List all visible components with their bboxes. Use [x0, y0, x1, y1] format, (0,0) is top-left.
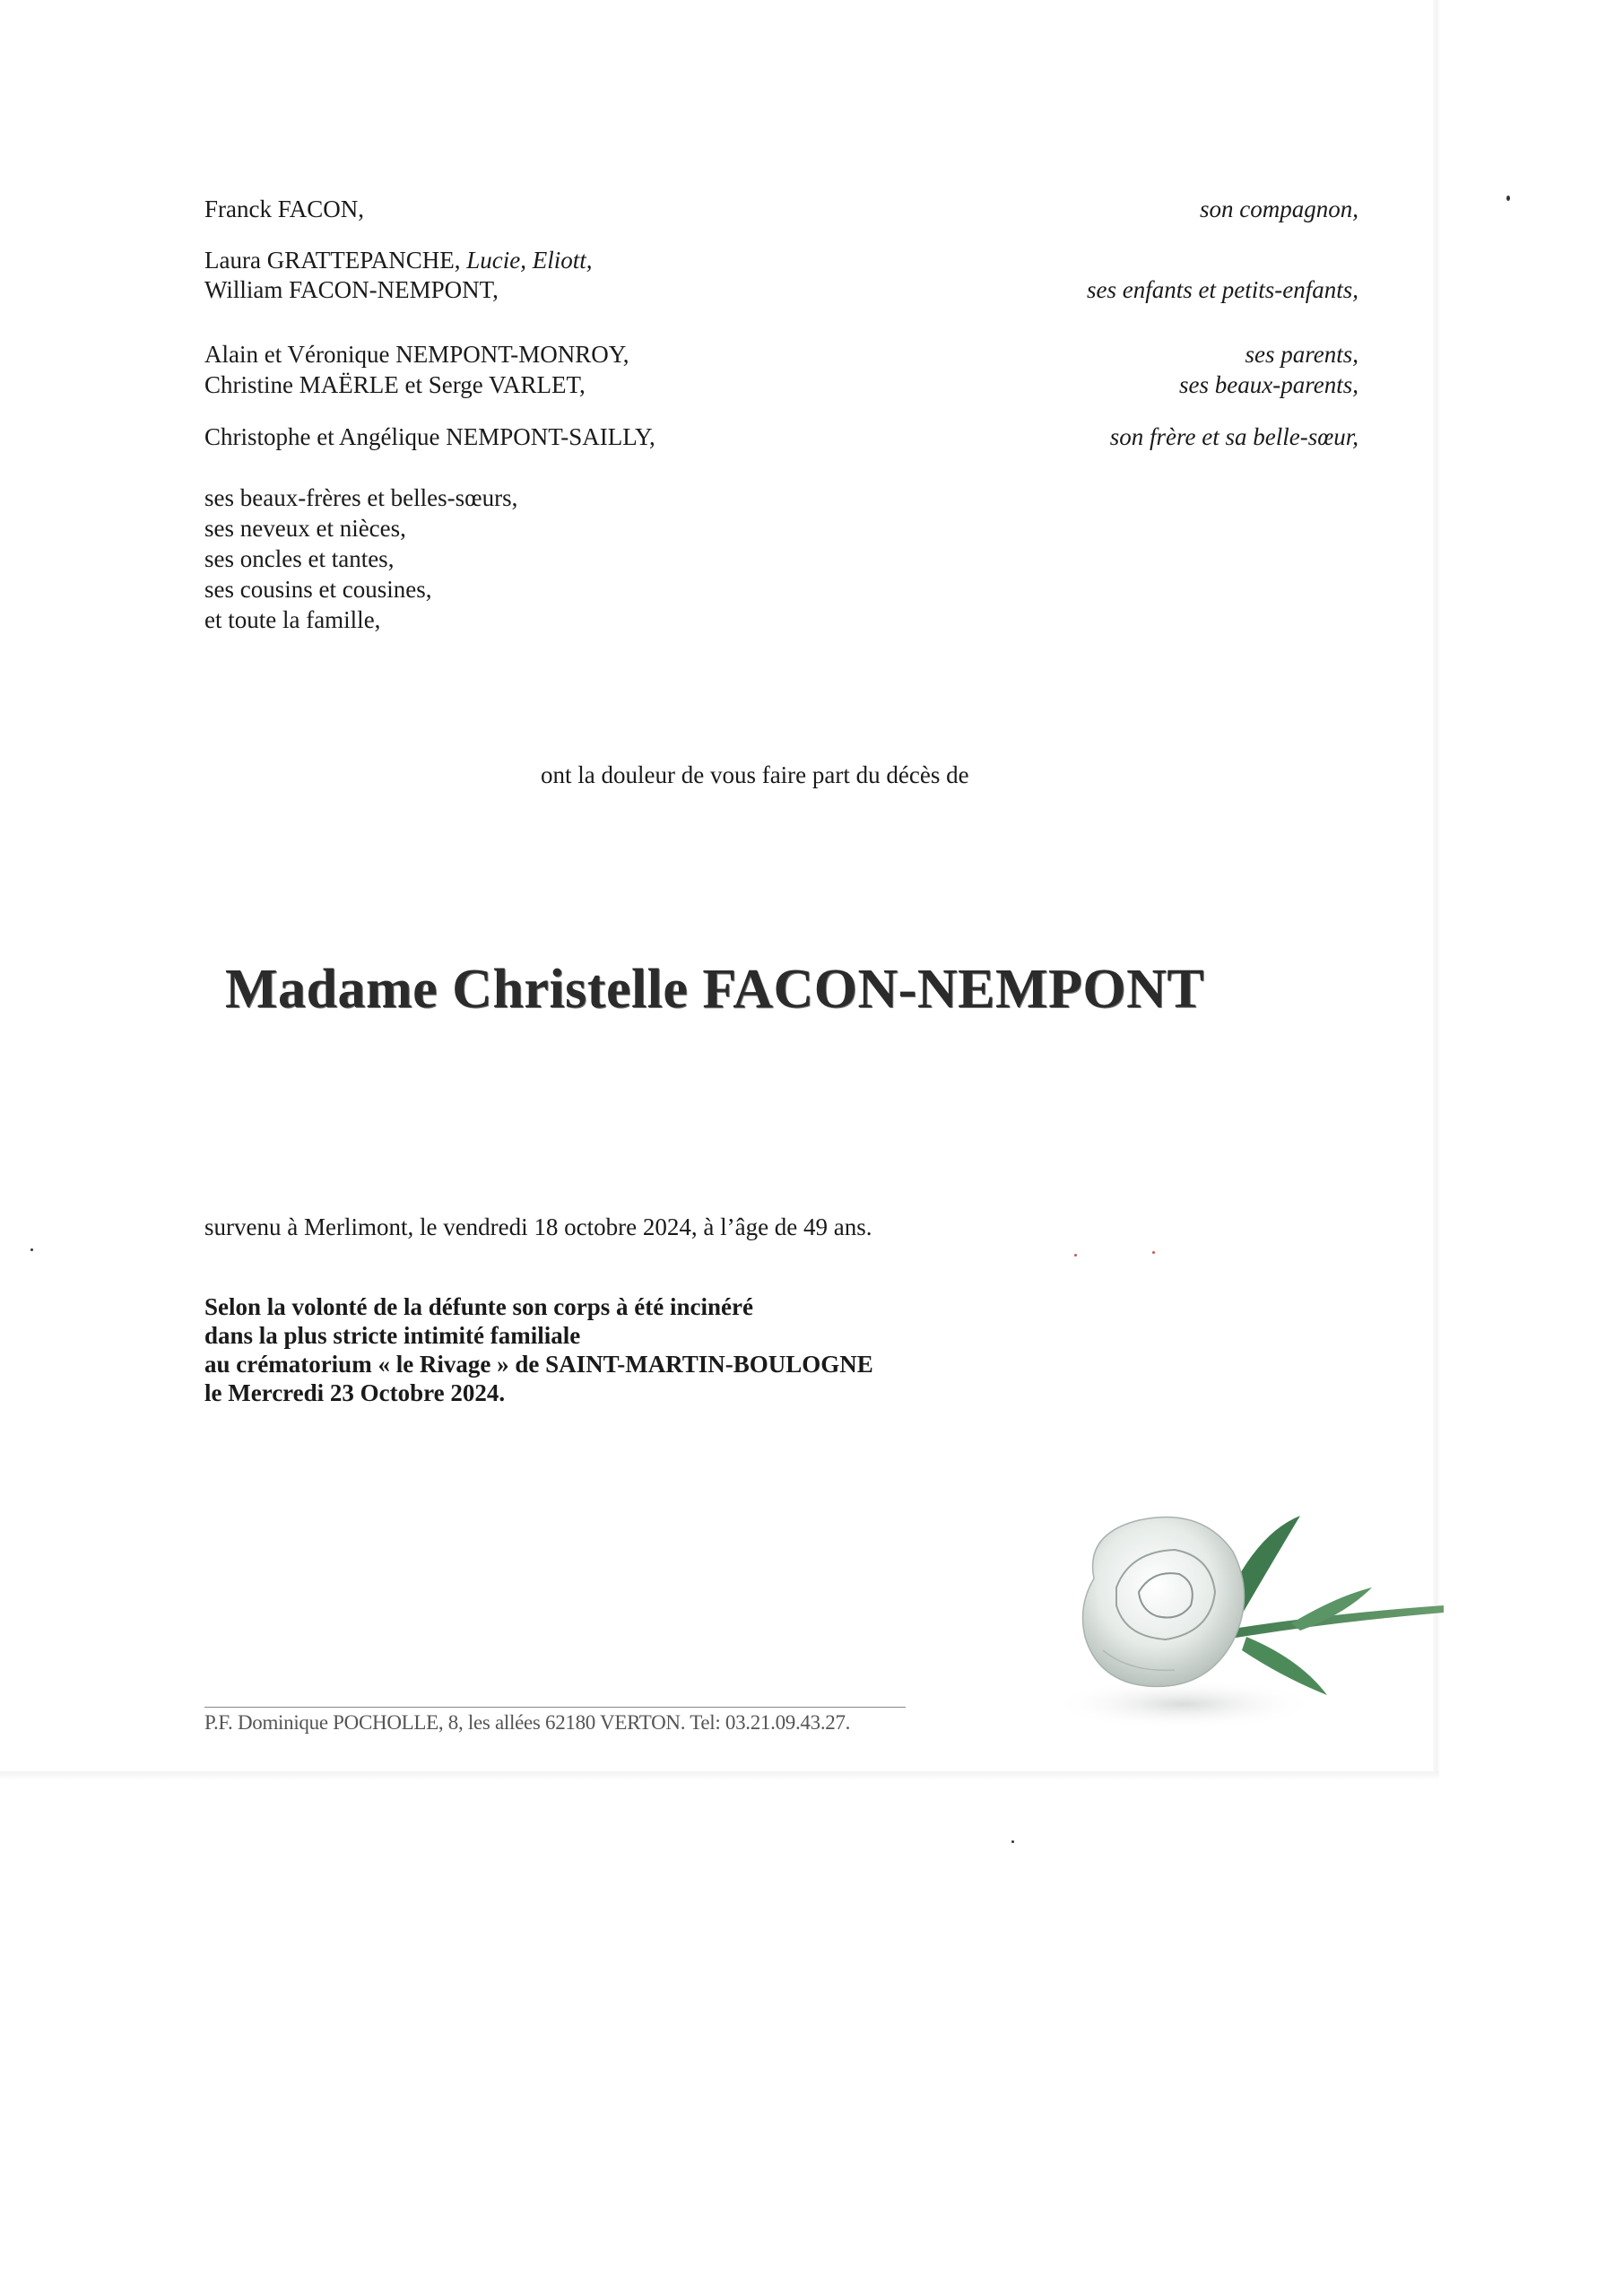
family-member-grandchildren: Lucie, Eliott,: [466, 247, 593, 274]
rose-bloom: [1083, 1518, 1245, 1687]
extended-family-line: ses oncles et tantes,: [204, 545, 395, 572]
cremation-note-line: le Mercredi 23 Octobre 2024.: [204, 1379, 506, 1406]
cremation-note-line: dans la plus stricte intimité familiale: [204, 1322, 581, 1349]
cremation-note-line: Selon la volonté de la défunte son corps à été incinéré: [204, 1293, 753, 1320]
extended-family-line: ses beaux-frères et belles-sœurs,: [204, 484, 518, 511]
scan-speck: [1152, 1251, 1155, 1254]
scan-speck: [1074, 1254, 1077, 1257]
relation-sibling: son frère et sa belle-sœur,: [1109, 423, 1358, 450]
relation-children: ses enfants et petits-enfants,: [1087, 276, 1358, 303]
family-member-sibling: Christophe et Angélique NEMPONT-SAILLY,: [204, 423, 655, 450]
relation-parents: ses parents,: [1245, 341, 1358, 368]
deceased-name: Madame Christelle FACON-NEMPONT: [225, 959, 1205, 1020]
card-bottom-edge: [0, 1771, 1439, 1780]
extended-family-line: et toute la famille,: [204, 606, 381, 633]
family-member-laura-name: Laura GRATTEPANCHE,: [204, 247, 467, 274]
relation-companion: son compagnon,: [1200, 196, 1358, 222]
family-member-franck: Franck FACON,: [204, 196, 364, 222]
relation-parents-in-law: ses beaux-parents,: [1179, 371, 1358, 398]
scan-speck: [1011, 1840, 1014, 1843]
extended-family-line: ses cousins et cousines,: [204, 576, 432, 603]
rose-shadow: [1049, 1679, 1318, 1729]
scan-speck: [1506, 196, 1510, 201]
announcement-intro: ont la douleur de vous faire part du décès de: [541, 761, 969, 788]
white-rose-image: [1031, 1480, 1444, 1740]
death-details: survenu à Merlimont, le vendredi 18 octobre 2024, à l’âge de 49 ans.: [204, 1213, 872, 1240]
scan-speck: [30, 1248, 33, 1251]
family-member-william: William FACON-NEMPONT,: [204, 276, 499, 303]
family-member-laura: [204, 245, 592, 275]
funeral-home-footer: P.F. Dominique POCHOLLE, 8, les allées 62180 VERTON. Tel: 03.21.09.43.27.: [204, 1707, 906, 1735]
family-member-parents: Alain et Véronique NEMPONT-MONROY,: [204, 341, 629, 368]
cremation-note-line: au crématorium « le Rivage » de SAINT-MARTIN-BOULOGNE: [204, 1351, 873, 1378]
extended-family-line: ses neveux et nièces,: [204, 515, 406, 542]
family-member-parents-in-law: Christine MAËRLE et Serge VARLET,: [204, 371, 586, 398]
cremation-note: [204, 1292, 873, 1407]
